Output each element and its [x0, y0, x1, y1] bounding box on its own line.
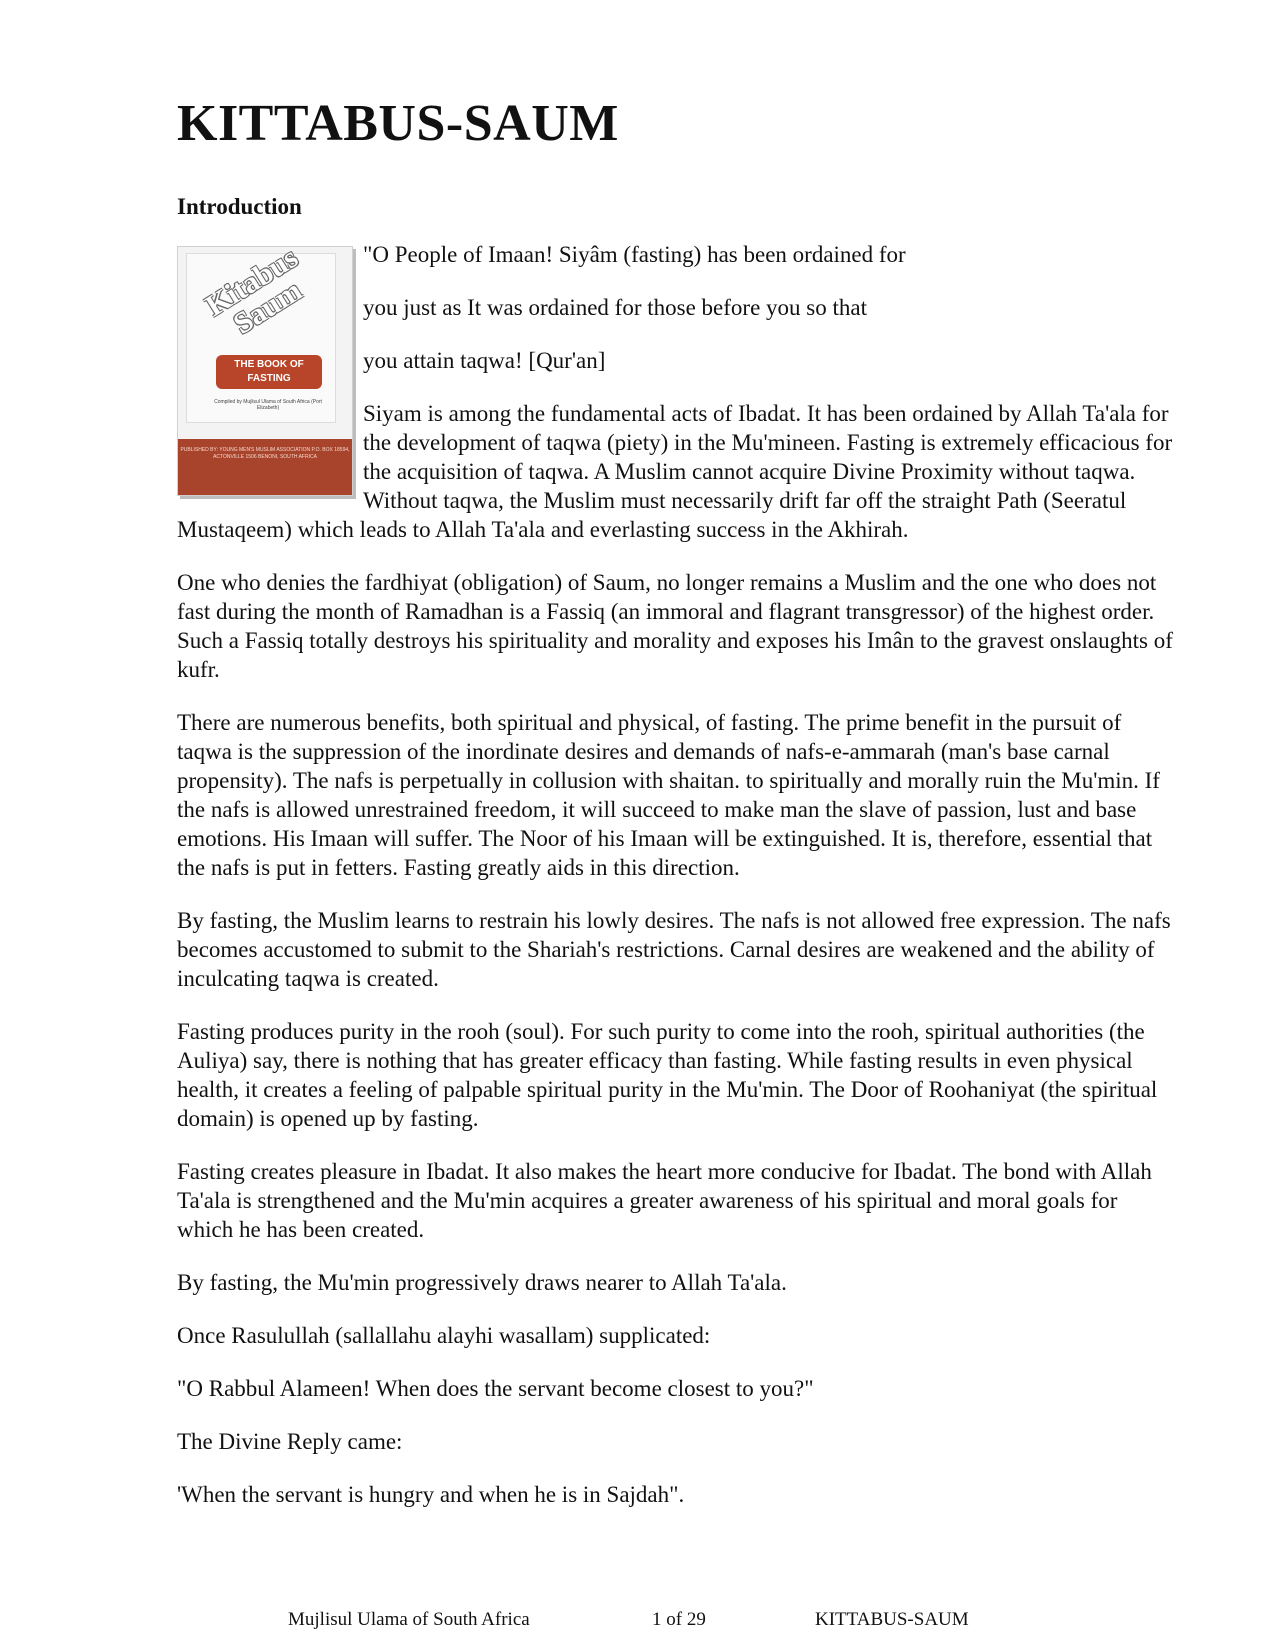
cover-publisher-band: PUBLISHED BY: YOUNG MEN'S MUSLIM ASSOCIATION P.O. BOX 18594, ACTONVILLE 1506 BENONI, SOUTH AFRICA — [178, 439, 352, 495]
paragraph: The Divine Reply came: — [177, 1429, 403, 1454]
verse-line: you just as It was ordained for those before you so that — [363, 295, 867, 320]
verse-line: you attain taqwa! [Qur'an] — [363, 348, 606, 373]
paragraph: Siyam is among the fundamental acts of Ibadat. It has been ordained by Allah Ta'ala for the development of taqwa (piety) in the Mu'mineen. Fasting is extremely efficacious for the acquisition of taqwa. A Muslim cannot acquire Divine Proximity without taqwa. Without taqwa, the Muslim must necessarily drift far off the straight Path (Seeratul Mustaqeem) which leads to Allah Ta'ala and everlasting success in the Akhirah. — [177, 401, 1173, 542]
cover-compiled-note: Compiled by Mujlisul Ulama of South Africa (Port Elizabeth) — [214, 399, 322, 411]
cover-title: Kitabus Saum — [199, 240, 308, 341]
verse-line: "O People of Imaan! Siyâm (fasting) has been ordained for — [363, 242, 906, 267]
section-heading: Introduction — [177, 194, 302, 219]
paragraph: Fasting produces purity in the rooh (soul). For such purity to come into the rooh, spiritual authorities (the Auliya) say, there is nothing that has greater efficacy than fasting. While fasting results in even physical health, it creates a feeling of palpable spiritual purity in the Mu'min. The Door of Roohaniyat (the spiritual domain) is opened up by fasting. — [177, 1019, 1158, 1131]
paragraph: By fasting, the Muslim learns to restrain his lowly desires. The nafs is not allowed free expression. The nafs becomes accustomed to submit to the Shariah's restrictions. Carnal desires are weakened and the ability of inculcating taqwa is created. — [177, 908, 1171, 991]
paragraph: There are numerous benefits, both spiritual and physical, of fasting. The prime benefit in the pursuit of taqwa is the suppression of the inordinate desires and demands of nafs-e-ammarah (man's base carnal propensity). The nafs is perpetually in collusion with shaitan. to spiritually and morally ruin the Mu'min. If the nafs is allowed unrestrained freedom, it will succeed to make man the slave of passion, lust and base emotions. His Imaan will suffer. The Noor of his Imaan will be extinguished. It is, therefore, essential that the nafs is put in fetters. Fasting greatly aids in this direction. — [177, 710, 1160, 880]
cover-badge: THE BOOK OF FASTING — [216, 355, 322, 389]
paragraph: One who denies the fardhiyat (obligation) of Saum, no longer remains a Muslim and the one who does not fast during the month of Ramadhan is a Fassiq (an immoral and flagrant transgressor) of the highest order. Such a Fassiq totally destroys his spirituality and morality and exposes his Imân to the gravest onslaughts of kufr. — [177, 570, 1173, 682]
footer-document-title: KITTABUS-SAUM — [815, 1609, 969, 1630]
document-title: KITTABUS-SAUM — [177, 95, 619, 152]
paragraph: By fasting, the Mu'min progressively draws nearer to Allah Ta'ala. — [177, 1270, 787, 1295]
book-cover-image — [177, 240, 353, 496]
footer-page-number: 1 of 29 — [652, 1609, 706, 1630]
paragraph: Fasting creates pleasure in Ibadat. It also makes the heart more conducive for Ibadat. The bond with Allah Ta'ala is strengthened and the Mu'min acquires a greater awareness of his spiritual and moral goals for which he has been created. — [177, 1159, 1152, 1242]
paragraph: 'When the servant is hungry and when he is in Sajdah". — [177, 1482, 685, 1507]
page-footer — [0, 1608, 1275, 1632]
footer-publisher: Mujlisul Ulama of South Africa — [288, 1609, 530, 1630]
paragraph: Once Rasulullah (sallallahu alayhi wasallam) supplicated: — [177, 1323, 711, 1348]
document-body — [177, 240, 1174, 1533]
paragraph: "O Rabbul Alameen! When does the servant become closest to you?" — [177, 1376, 814, 1401]
